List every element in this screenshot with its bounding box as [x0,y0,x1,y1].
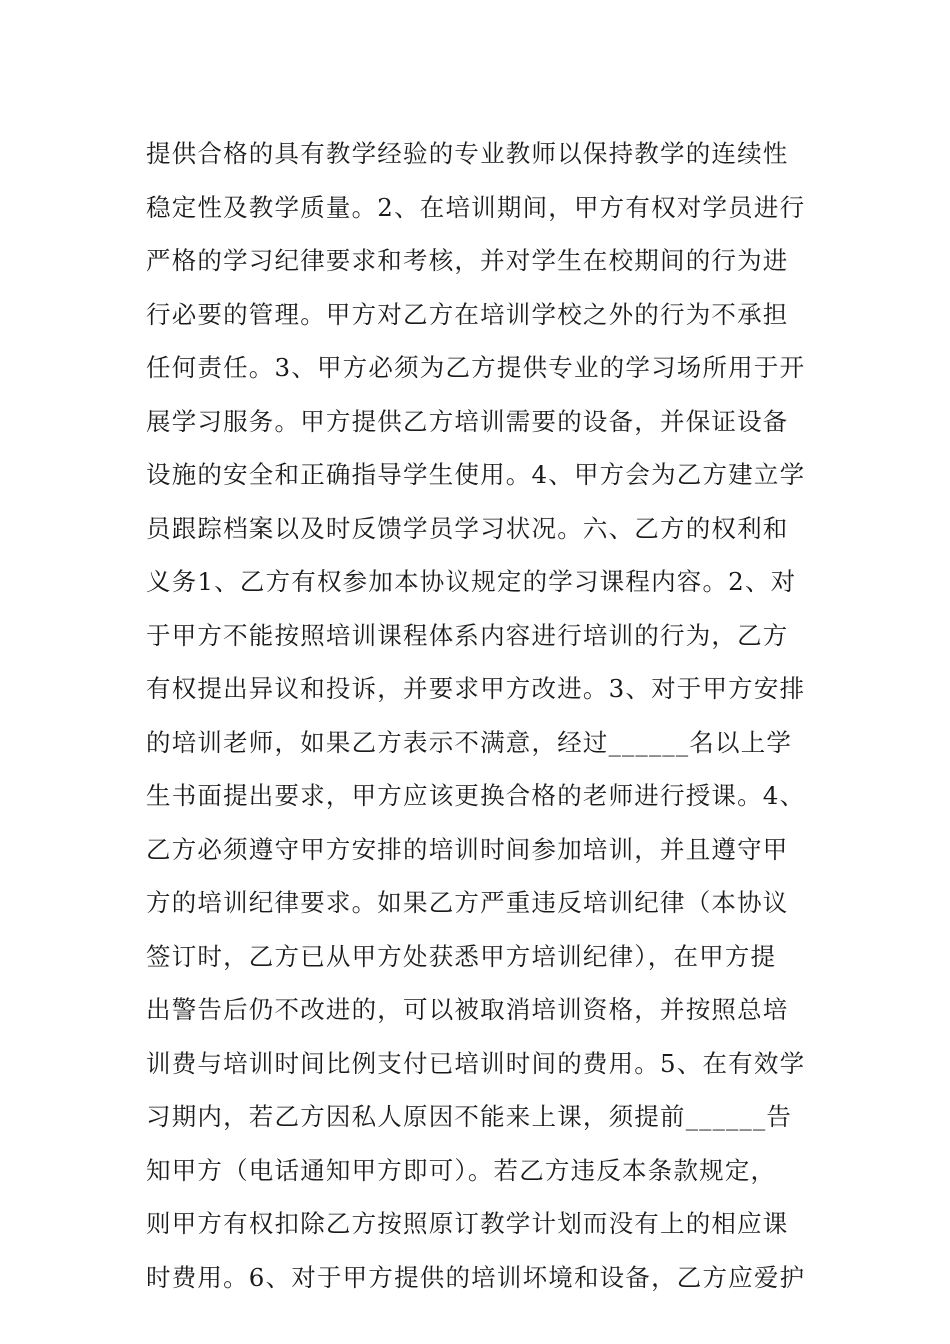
text-line: 时费用。6、对于甲方提供的培训坏境和设备，乙方应爱护 [146,1262,806,1292]
text-line: 有权提出异议和投诉，并要求甲方改进。3、对于甲方安排 [146,674,806,703]
text-line: 设施的安全和正确指导学生使用。4、甲方会为乙方建立学 [146,460,806,489]
text-line: 训费与培训时间比例支付已培训时间的费用。5、在有效学 [146,1048,806,1078]
text-line: 义务1、乙方有权参加本协议规定的学习课程内容。2、对 [146,567,797,596]
text-line: 签订时，乙方已从甲方处获悉甲方培训纪律），在甲方提 [146,941,777,971]
text-line: 于甲方不能按照培训课程体系内容进行培训的行为，乙方 [146,620,789,650]
text-line: 方的培训纪律要求。如果乙方严重违反培训纪律（本协议 [146,888,789,917]
text-line: 稳定性及教学质量。2、在培训期间，甲方有权对学员进行 [146,192,806,222]
text-line: 提供合格的具有教学经验的专业教师以保持教学的连续性 [146,139,789,168]
text-line: 生书面提出要求，甲方应该更换合格的老师进行授课。4、 [146,781,806,810]
text-line: 出警告后仍不改进的，可以被取消培训资格，并按照总培 [146,995,789,1024]
text-line: 知甲方（电话通知甲方即可）。若乙方违反本条款规定， [146,1155,777,1185]
text-line: 则甲方有权扣除乙方按照原订教学计划而没有上的相应课 [146,1209,789,1238]
text-line: 严格的学习纪律要求和考核，并对学生在校期间的行为进 [146,246,789,275]
text-line: 的培训老师，如果乙方表示不满意，经过______名以上学 [146,727,793,757]
text-line: 习期内，若乙方因私人原因不能来上课，须提前______告 [146,1102,793,1131]
text-line: 乙方必须遵守甲方安排的培训时间参加培训，并且遵守甲 [146,834,789,864]
text-line: 员跟踪档案以及时反馈学员学习状况。六、乙方的权利和 [146,513,789,543]
body-text [146,132,810,1309]
text-line: 展学习服务。甲方提供乙方培训需要的设备，并保证设备 [146,406,789,436]
text-line: 任何责任。3、甲方必须为乙方提供专业的学习场所用于开 [146,353,806,382]
text-line: 行必要的管理。甲方对乙方在培训学校之外的行为不承担 [146,299,789,329]
